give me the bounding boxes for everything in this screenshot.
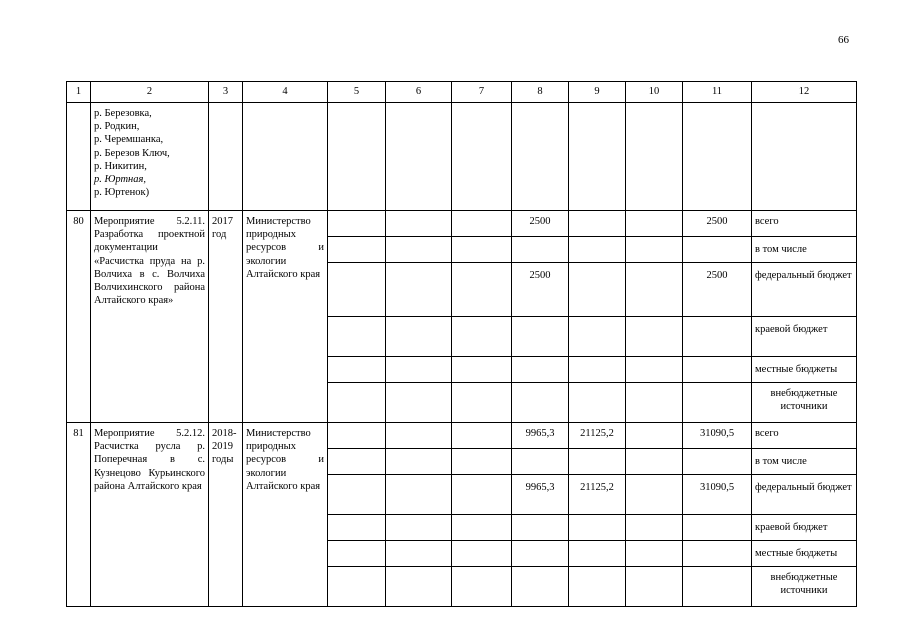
- value-col11: [683, 541, 752, 567]
- col-header: 11: [683, 82, 752, 103]
- river-name: р. Черемшанка,: [94, 134, 164, 146]
- source-label: всего: [752, 423, 857, 449]
- value-col8: [512, 515, 569, 541]
- page-number: 66: [838, 34, 849, 46]
- value-col11: [683, 515, 752, 541]
- value-col9: [569, 383, 626, 423]
- col-header: 1: [67, 82, 91, 103]
- col-header: 8: [512, 82, 569, 103]
- table-row: [67, 211, 857, 237]
- col-header: 2: [91, 82, 209, 103]
- value-col9: [569, 317, 626, 357]
- col-header: 5: [328, 82, 386, 103]
- executor: Министерство природных ресурсов и экологии Алтайского края: [243, 423, 328, 607]
- executor: Министерство природных ресурсов и экологии Алтайского края: [243, 211, 328, 423]
- river-name: р. Родкин,: [94, 121, 140, 133]
- value-col9: 21125,2: [569, 475, 626, 515]
- col-header: 3: [209, 82, 243, 103]
- col-header: 10: [626, 82, 683, 103]
- value-col8: 2500: [512, 263, 569, 317]
- row-number: 80: [67, 211, 91, 423]
- river-name: р. Юртная,: [94, 174, 146, 186]
- value-col8: [512, 567, 569, 607]
- value-col8: 2500: [512, 211, 569, 237]
- value-col11: [683, 357, 752, 383]
- value-col9: 21125,2: [569, 423, 626, 449]
- table-row: [67, 423, 857, 449]
- col-header: 7: [452, 82, 512, 103]
- source-label: всего: [752, 211, 857, 237]
- value-col8: [512, 317, 569, 357]
- measure-name: Мероприятие 5.2.12. Расчистка русла р. Поперечная в с. Кузнецово Курьинского района Алтайского края: [91, 423, 209, 607]
- col-header: 4: [243, 82, 328, 103]
- measure-name: Мероприятие 5.2.11. Разработка проектной документации «Расчистка пруда на р. Волчиха в с. Волчиха Волчихинского района Алтайского края»: [91, 211, 209, 423]
- value-col9: [569, 357, 626, 383]
- source-label: краевой бюджет: [752, 317, 857, 357]
- source-label: в том числе: [752, 237, 857, 263]
- value-col9: [569, 263, 626, 317]
- col-header: 6: [386, 82, 452, 103]
- value-col11: 2500: [683, 263, 752, 317]
- value-col9: [569, 449, 626, 475]
- source-label: местные бюджеты: [752, 357, 857, 383]
- period: 2018-2019 годы: [209, 423, 243, 607]
- value-col8: 9965,3: [512, 475, 569, 515]
- value-col9: [569, 567, 626, 607]
- value-col11: 31090,5: [683, 423, 752, 449]
- value-col11: [683, 449, 752, 475]
- river-name: р. Березовка,: [94, 108, 152, 119]
- source-label: внебюджетные источники: [752, 383, 857, 423]
- value-col9: [569, 541, 626, 567]
- col-header: 9: [569, 82, 626, 103]
- value-col11: 2500: [683, 211, 752, 237]
- program-table: [66, 81, 857, 607]
- continuation-text: [91, 103, 209, 211]
- value-col9: [569, 237, 626, 263]
- continuation-row: [67, 103, 857, 211]
- source-label: в том числе: [752, 449, 857, 475]
- value-col11: [683, 567, 752, 607]
- value-col11: 31090,5: [683, 475, 752, 515]
- value-col11: [683, 317, 752, 357]
- source-label: федеральный бюджет: [752, 263, 857, 317]
- river-name: р. Юртенок): [94, 187, 150, 199]
- row-number: 81: [67, 423, 91, 607]
- value-col8: [512, 449, 569, 475]
- value-col8: [512, 237, 569, 263]
- value-col8: [512, 383, 569, 423]
- value-col9: [569, 211, 626, 237]
- river-name: р. Никитин,: [94, 160, 147, 172]
- value-col8: [512, 541, 569, 567]
- river-name: р. Березов Ключ,: [94, 147, 170, 159]
- value-col9: [569, 515, 626, 541]
- source-label: федеральный бюджет: [752, 475, 857, 515]
- col-header: 12: [752, 82, 857, 103]
- value-col11: [683, 237, 752, 263]
- header-row: [67, 82, 857, 103]
- period: 2017 год: [209, 211, 243, 423]
- source-label: местные бюджеты: [752, 541, 857, 567]
- value-col11: [683, 383, 752, 423]
- source-label: внебюджетные источники: [752, 567, 857, 607]
- source-label: краевой бюджет: [752, 515, 857, 541]
- value-col8: [512, 357, 569, 383]
- value-col8: 9965,3: [512, 423, 569, 449]
